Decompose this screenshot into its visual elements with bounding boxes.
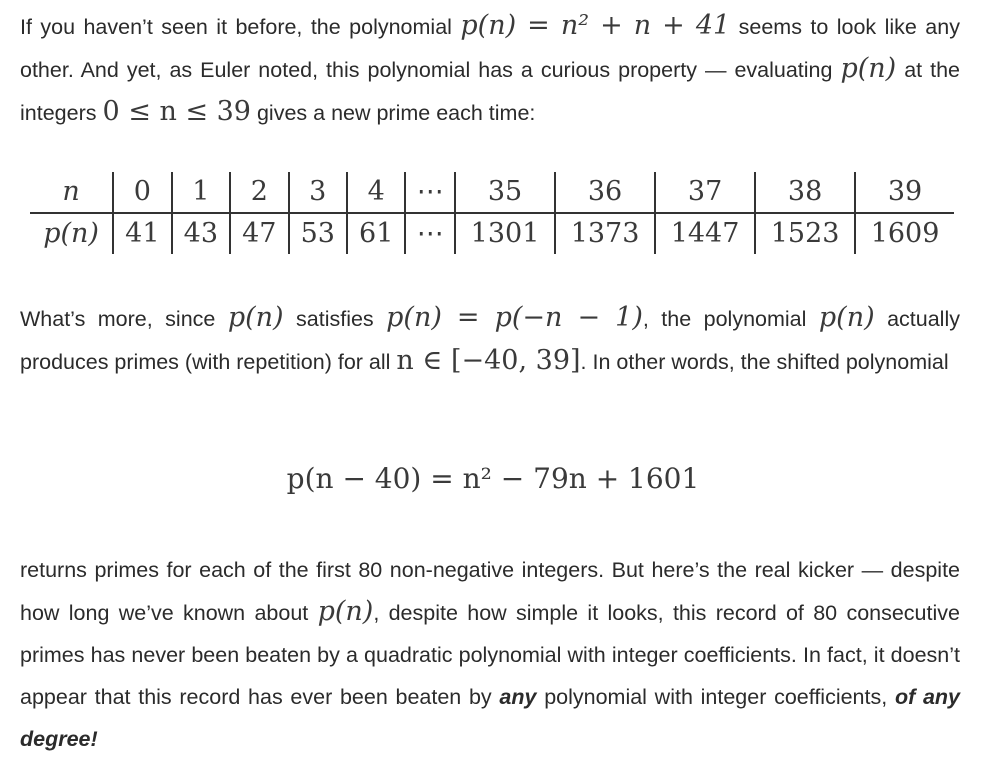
row-label-p: p(n) — [43, 218, 99, 249]
table-cell: 35 — [455, 172, 555, 213]
table-cell: 1301 — [455, 213, 555, 254]
table-cell: 2 — [230, 172, 288, 213]
middle-text-2: satisfies — [296, 307, 374, 331]
emphasis-any: any — [499, 685, 537, 709]
table-cell: 0 — [113, 172, 171, 213]
table-cell: 43 — [172, 213, 230, 254]
table-cell-ellipsis: ⋯ — [405, 172, 455, 213]
table-cell: 61 — [347, 213, 405, 254]
table-cell: 38 — [755, 172, 855, 213]
math-p-of-n: p(n) — [317, 596, 374, 627]
table-cell: 53 — [289, 213, 347, 254]
math-polynomial-definition: p(n) = n² + n + 41 — [460, 10, 731, 41]
intro-text-3: at the integers — [20, 58, 960, 125]
math-interval: n ∈ [−40, 39] — [396, 345, 581, 376]
table-cell: 1609 — [855, 213, 954, 254]
closing-text-3: polynomial with integer coefficients, — [544, 685, 888, 709]
math-range: 0 ≤ n ≤ 39 — [102, 96, 251, 127]
table-cell-ellipsis: ⋯ — [405, 213, 455, 254]
table-cell: 3 — [289, 172, 347, 213]
table-cell: 41 — [113, 213, 171, 254]
intro-paragraph — [20, 5, 960, 134]
emphasis-any-degree: of any degree! — [20, 685, 960, 751]
intro-text-2: seems to look like any other. And yet, as Euler noted, this polynomial has a curious property — evaluating — [20, 15, 960, 82]
values-table-container — [30, 172, 954, 258]
closing-text-2: , despite how simple it looks, this record of 80 consecutive primes has never been beaten by a quadratic polynomial with integer coefficients. In fact, it doesn’t appear that this record has ever been beaten by — [20, 601, 960, 709]
values-table — [30, 172, 954, 254]
math-p-of-n: p(n) — [840, 53, 897, 84]
middle-text-1: What’s more, since — [20, 307, 216, 331]
table-cell: 39 — [855, 172, 954, 213]
math-symmetry: p(n) = p(−n − 1) — [386, 302, 643, 333]
closing-paragraph — [20, 549, 960, 760]
intro-text-1: If you haven’t seen it before, the polynomial — [20, 15, 452, 39]
table-cell: 1 — [172, 172, 230, 213]
table-row-n — [30, 172, 954, 213]
middle-text-3: , the polynomial — [642, 307, 807, 331]
middle-text-5: . In other words, the shifted polynomial — [580, 350, 949, 374]
row-label-n: n — [30, 172, 113, 213]
closing-text-1: returns primes for each of the first 80 non-negative integers. But here’s the real kicker — despite how long we’ve known about — [20, 558, 960, 625]
intro-text-4: gives a new prime each time: — [256, 101, 536, 125]
middle-paragraph — [20, 297, 960, 383]
table-cell: 1373 — [555, 213, 655, 254]
table-cell: 4 — [347, 172, 405, 213]
table-cell: 37 — [655, 172, 755, 213]
math-p-of-n: p(n) — [227, 302, 284, 333]
table-cell: 1447 — [655, 213, 755, 254]
table-cell: 36 — [555, 172, 655, 213]
middle-text-4: actually produces primes (with repetition) for all — [20, 307, 960, 374]
table-cell: 47 — [230, 213, 288, 254]
table-row-p — [30, 213, 954, 254]
display-equation: p(n − 40) = n² − 79n + 1601 — [286, 462, 700, 495]
table-cell: 1523 — [755, 213, 855, 254]
math-p-of-n: p(n) — [818, 302, 875, 333]
